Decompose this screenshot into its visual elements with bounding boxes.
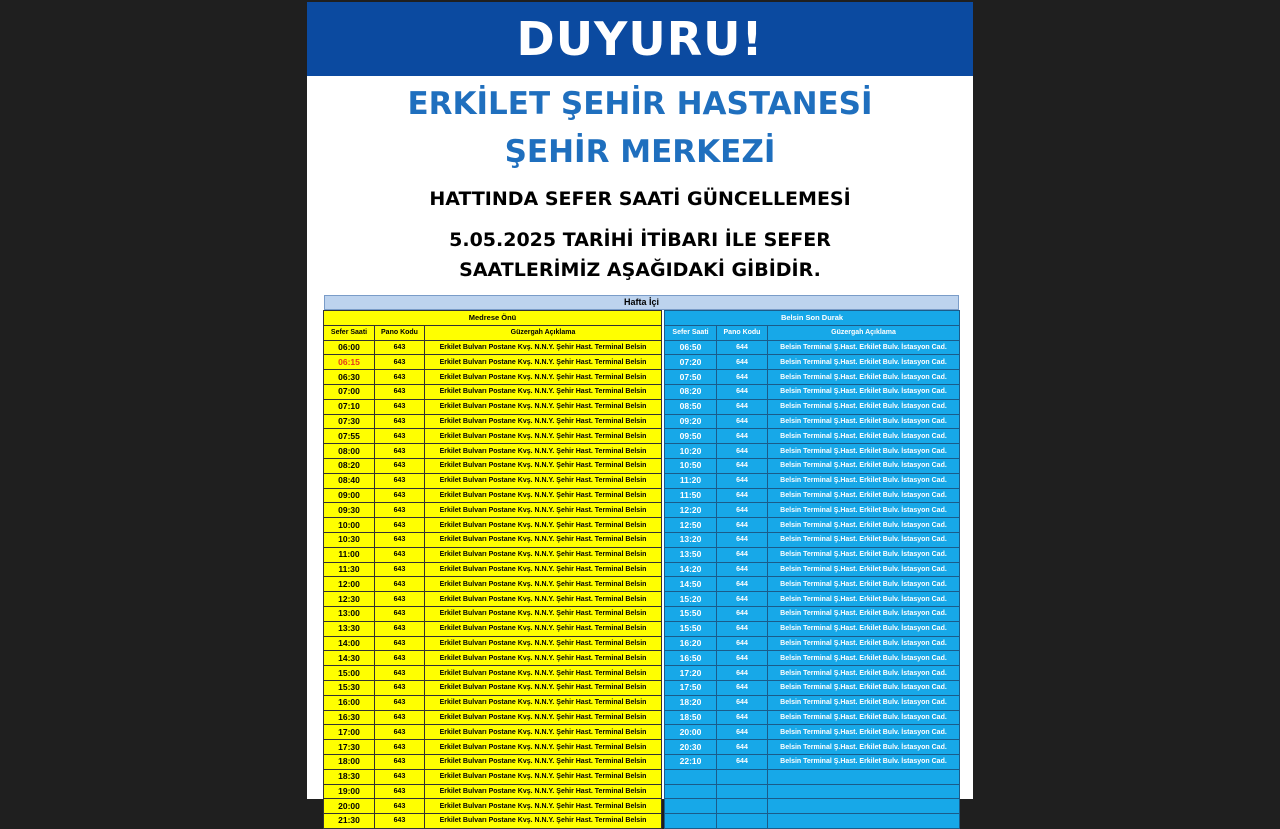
route-code: 643 [375, 547, 425, 562]
departure-time: 07:10 [324, 399, 375, 414]
route-code: 643 [375, 695, 425, 710]
departure-time: 07:00 [324, 384, 375, 399]
route-description: Belsin Terminal Ş.Hast. Erkilet Bulv. İstasyon Cad. [768, 562, 960, 577]
empty-cell [665, 814, 717, 829]
route-code: 644 [717, 680, 768, 695]
departure-time: 13:30 [324, 621, 375, 636]
route-description: Belsin Terminal Ş.Hast. Erkilet Bulv. İstasyon Cad. [768, 503, 960, 518]
table-row [324, 547, 662, 562]
table-row [324, 384, 662, 399]
route-code: 644 [717, 458, 768, 473]
route-code: 644 [717, 725, 768, 740]
departure-time: 20:30 [665, 740, 717, 755]
route-description: Erkilet Bulvarı Postane Kvş. N.N.Y. Şehir Hast. Terminal Belsin [425, 799, 662, 814]
departure-time: 11:30 [324, 562, 375, 577]
table-row [665, 340, 960, 355]
empty-row [665, 784, 960, 799]
route-description: Belsin Terminal Ş.Hast. Erkilet Bulv. İstasyon Cad. [768, 414, 960, 429]
route-code: 643 [375, 606, 425, 621]
table-row [324, 606, 662, 621]
route-code: 644 [717, 355, 768, 370]
route-description: Erkilet Bulvarı Postane Kvş. N.N.Y. Şehir Hast. Terminal Belsin [425, 488, 662, 503]
table-row [324, 370, 662, 385]
table-row [665, 355, 960, 370]
route-description: Erkilet Bulvarı Postane Kvş. N.N.Y. Şehir Hast. Terminal Belsin [425, 503, 662, 518]
table-row [324, 473, 662, 488]
route-code: 644 [717, 562, 768, 577]
route-code: 643 [375, 473, 425, 488]
empty-cell [717, 784, 768, 799]
table-row [665, 532, 960, 547]
route-description: Erkilet Bulvarı Postane Kvş. N.N.Y. Şehir Hast. Terminal Belsin [425, 754, 662, 769]
departure-time: 17:20 [665, 666, 717, 681]
left-col-time: Sefer Saati [324, 325, 375, 340]
route-description: Belsin Terminal Ş.Hast. Erkilet Bulv. İstasyon Cad. [768, 488, 960, 503]
departure-time: 12:50 [665, 518, 717, 533]
route-description: Belsin Terminal Ş.Hast. Erkilet Bulv. İstasyon Cad. [768, 710, 960, 725]
table-row [665, 503, 960, 518]
route-code: 644 [717, 606, 768, 621]
departure-time: 09:30 [324, 503, 375, 518]
departure-time: 14:20 [665, 562, 717, 577]
route-code: 643 [375, 429, 425, 444]
table-row [665, 562, 960, 577]
route-code: 644 [717, 518, 768, 533]
right-col-code: Pano Kodu [717, 325, 768, 340]
route-description: Erkilet Bulvarı Postane Kvş. N.N.Y. Şehir Hast. Terminal Belsin [425, 473, 662, 488]
route-code: 644 [717, 592, 768, 607]
departure-time: 19:00 [324, 784, 375, 799]
route-code: 644 [717, 621, 768, 636]
departure-time: 22:10 [665, 754, 717, 769]
route-code: 644 [717, 473, 768, 488]
table-row [324, 592, 662, 607]
table-row [665, 370, 960, 385]
right-col-route: Güzergah Açıklama [768, 325, 960, 340]
departure-time: 10:50 [665, 458, 717, 473]
departure-time: 08:50 [665, 399, 717, 414]
route-code: 643 [375, 784, 425, 799]
route-code: 644 [717, 503, 768, 518]
departure-time: 15:20 [665, 592, 717, 607]
table-row [324, 680, 662, 695]
departure-time: 13:50 [665, 547, 717, 562]
table-row [324, 621, 662, 636]
table-row [324, 355, 662, 370]
route-description: Belsin Terminal Ş.Hast. Erkilet Bulv. İstasyon Cad. [768, 621, 960, 636]
table-row [665, 621, 960, 636]
route-description: Belsin Terminal Ş.Hast. Erkilet Bulv. İstasyon Cad. [768, 695, 960, 710]
departure-time: 21:30 [324, 814, 375, 829]
departure-time: 14:30 [324, 651, 375, 666]
route-code: 643 [375, 577, 425, 592]
route-description: Belsin Terminal Ş.Hast. Erkilet Bulv. İstasyon Cad. [768, 754, 960, 769]
route-code: 644 [717, 547, 768, 562]
table-row [665, 384, 960, 399]
table-row [665, 488, 960, 503]
right-section-header: Belsin Son Durak [665, 311, 960, 326]
route-code: 644 [717, 636, 768, 651]
empty-cell [665, 784, 717, 799]
table-row [665, 592, 960, 607]
departure-time: 18:00 [324, 754, 375, 769]
route-description: Belsin Terminal Ş.Hast. Erkilet Bulv. İstasyon Cad. [768, 577, 960, 592]
table-row [665, 399, 960, 414]
table-row [324, 577, 662, 592]
route-code: 643 [375, 488, 425, 503]
departure-time: 10:30 [324, 532, 375, 547]
departure-time: 16:30 [324, 710, 375, 725]
route-code: 643 [375, 636, 425, 651]
table-row [324, 740, 662, 755]
table-row [665, 606, 960, 621]
departure-time: 07:30 [324, 414, 375, 429]
route-description: Erkilet Bulvarı Postane Kvş. N.N.Y. Şehir Hast. Terminal Belsin [425, 370, 662, 385]
departure-time: 15:50 [665, 621, 717, 636]
route-description: Erkilet Bulvarı Postane Kvş. N.N.Y. Şehir Hast. Terminal Belsin [425, 666, 662, 681]
table-row [324, 429, 662, 444]
table-row [324, 562, 662, 577]
departure-time: 08:20 [324, 458, 375, 473]
route-description: Belsin Terminal Ş.Hast. Erkilet Bulv. İstasyon Cad. [768, 370, 960, 385]
table-row [324, 754, 662, 769]
route-code: 643 [375, 562, 425, 577]
announcement-page [307, 2, 973, 826]
route-description: Belsin Terminal Ş.Hast. Erkilet Bulv. İstasyon Cad. [768, 355, 960, 370]
table-row [665, 695, 960, 710]
left-col-code: Pano Kodu [375, 325, 425, 340]
table-row [665, 547, 960, 562]
empty-cell [717, 769, 768, 784]
route-code: 643 [375, 814, 425, 829]
route-description: Belsin Terminal Ş.Hast. Erkilet Bulv. İstasyon Cad. [768, 399, 960, 414]
departure-time: 18:30 [324, 769, 375, 784]
route-code: 643 [375, 754, 425, 769]
departure-time: 20:00 [324, 799, 375, 814]
route-code: 643 [375, 651, 425, 666]
route-code: 643 [375, 621, 425, 636]
route-description: Erkilet Bulvarı Postane Kvş. N.N.Y. Şehir Hast. Terminal Belsin [425, 636, 662, 651]
table-row [324, 414, 662, 429]
table-row [324, 784, 662, 799]
table-row [324, 710, 662, 725]
departure-time: 13:20 [665, 532, 717, 547]
departure-time: 09:50 [665, 429, 717, 444]
date-notice-line1: 5.05.2025 TARİHİ İTİBARI İLE SEFER [449, 229, 831, 251]
route-code: 644 [717, 754, 768, 769]
route-code: 643 [375, 666, 425, 681]
route-code: 643 [375, 725, 425, 740]
empty-cell [768, 784, 960, 799]
table-row [665, 473, 960, 488]
table-row [324, 799, 662, 814]
route-code: 643 [375, 458, 425, 473]
route-code: 644 [717, 710, 768, 725]
table-row [665, 458, 960, 473]
route-description: Erkilet Bulvarı Postane Kvş. N.N.Y. Şehir Hast. Terminal Belsin [425, 458, 662, 473]
route-code: 644 [717, 695, 768, 710]
route-description: Belsin Terminal Ş.Hast. Erkilet Bulv. İstasyon Cad. [768, 473, 960, 488]
route-code: 644 [717, 414, 768, 429]
route-code: 644 [717, 429, 768, 444]
route-description: Belsin Terminal Ş.Hast. Erkilet Bulv. İstasyon Cad. [768, 725, 960, 740]
departure-time: 15:50 [665, 606, 717, 621]
route-description: Erkilet Bulvarı Postane Kvş. N.N.Y. Şehir Hast. Terminal Belsin [425, 740, 662, 755]
route-description: Belsin Terminal Ş.Hast. Erkilet Bulv. İstasyon Cad. [768, 340, 960, 355]
departure-time: 12:30 [324, 592, 375, 607]
route-description: Belsin Terminal Ş.Hast. Erkilet Bulv. İstasyon Cad. [768, 740, 960, 755]
route-code: 644 [717, 384, 768, 399]
route-description: Erkilet Bulvarı Postane Kvş. N.N.Y. Şehir Hast. Terminal Belsin [425, 621, 662, 636]
departure-time: 16:20 [665, 636, 717, 651]
table-row [665, 666, 960, 681]
route-description: Erkilet Bulvarı Postane Kvş. N.N.Y. Şehir Hast. Terminal Belsin [425, 532, 662, 547]
table-row [665, 636, 960, 651]
route-description: Erkilet Bulvarı Postane Kvş. N.N.Y. Şehir Hast. Terminal Belsin [425, 444, 662, 459]
hospital-title: ERKİLET ŞEHİR HASTANESİ [407, 86, 873, 122]
table-row [665, 444, 960, 459]
route-code: 643 [375, 399, 425, 414]
route-code: 643 [375, 340, 425, 355]
empty-row [665, 769, 960, 784]
table-row [324, 532, 662, 547]
route-code: 644 [717, 488, 768, 503]
departure-time: 13:00 [324, 606, 375, 621]
left-section-header: Medrese Önü [324, 311, 662, 326]
route-code: 644 [717, 651, 768, 666]
left-col-route: Güzergah Açıklama [425, 325, 662, 340]
route-code: 643 [375, 414, 425, 429]
empty-row [665, 799, 960, 814]
route-description: Erkilet Bulvarı Postane Kvş. N.N.Y. Şehir Hast. Terminal Belsin [425, 577, 662, 592]
route-description: Belsin Terminal Ş.Hast. Erkilet Bulv. İstasyon Cad. [768, 651, 960, 666]
table-row [324, 651, 662, 666]
table-row [324, 488, 662, 503]
table-row [324, 503, 662, 518]
departure-time: 08:40 [324, 473, 375, 488]
empty-row [665, 814, 960, 829]
departure-time: 08:20 [665, 384, 717, 399]
route-code: 643 [375, 799, 425, 814]
departure-time: 10:20 [665, 444, 717, 459]
route-code: 644 [717, 577, 768, 592]
departure-time: 12:00 [324, 577, 375, 592]
departure-time: 17:50 [665, 680, 717, 695]
route-description: Erkilet Bulvarı Postane Kvş. N.N.Y. Şehir Hast. Terminal Belsin [425, 814, 662, 829]
route-code: 644 [717, 370, 768, 385]
departure-time: 17:30 [324, 740, 375, 755]
departure-time: 17:00 [324, 725, 375, 740]
route-code: 643 [375, 503, 425, 518]
route-description: Erkilet Bulvarı Postane Kvş. N.N.Y. Şehir Hast. Terminal Belsin [425, 547, 662, 562]
route-code: 643 [375, 740, 425, 755]
route-code: 644 [717, 532, 768, 547]
route-code: 643 [375, 769, 425, 784]
departure-time: 18:50 [665, 710, 717, 725]
departure-time: 10:00 [324, 518, 375, 533]
table-row [324, 769, 662, 784]
route-description: Belsin Terminal Ş.Hast. Erkilet Bulv. İstasyon Cad. [768, 458, 960, 473]
table-row [665, 518, 960, 533]
departure-time: 11:50 [665, 488, 717, 503]
route-description: Erkilet Bulvarı Postane Kvş. N.N.Y. Şehir Hast. Terminal Belsin [425, 340, 662, 355]
announcement-banner [307, 2, 973, 76]
table-row [665, 754, 960, 769]
empty-cell [665, 799, 717, 814]
departure-time: 12:20 [665, 503, 717, 518]
table-row [665, 577, 960, 592]
route-code: 643 [375, 680, 425, 695]
route-description: Erkilet Bulvarı Postane Kvş. N.N.Y. Şehir Hast. Terminal Belsin [425, 769, 662, 784]
table-row [324, 725, 662, 740]
departure-time: 16:50 [665, 651, 717, 666]
departure-time: 09:20 [665, 414, 717, 429]
route-description: Belsin Terminal Ş.Hast. Erkilet Bulv. İstasyon Cad. [768, 636, 960, 651]
route-description: Belsin Terminal Ş.Hast. Erkilet Bulv. İstasyon Cad. [768, 444, 960, 459]
empty-cell [717, 814, 768, 829]
route-description: Belsin Terminal Ş.Hast. Erkilet Bulv. İstasyon Cad. [768, 429, 960, 444]
route-description: Erkilet Bulvarı Postane Kvş. N.N.Y. Şehir Hast. Terminal Belsin [425, 680, 662, 695]
table-row [665, 429, 960, 444]
route-description: Erkilet Bulvarı Postane Kvş. N.N.Y. Şehir Hast. Terminal Belsin [425, 414, 662, 429]
departure-time: 06:50 [665, 340, 717, 355]
table-row [324, 399, 662, 414]
route-description: Erkilet Bulvarı Postane Kvş. N.N.Y. Şehir Hast. Terminal Belsin [425, 710, 662, 725]
route-description: Belsin Terminal Ş.Hast. Erkilet Bulv. İstasyon Cad. [768, 666, 960, 681]
table-row [324, 666, 662, 681]
right-col-time: Sefer Saati [665, 325, 717, 340]
route-description: Erkilet Bulvarı Postane Kvş. N.N.Y. Şehir Hast. Terminal Belsin [425, 606, 662, 621]
route-code: 643 [375, 370, 425, 385]
route-code: 644 [717, 444, 768, 459]
departure-time: 20:00 [665, 725, 717, 740]
route-code: 643 [375, 592, 425, 607]
table-row [665, 680, 960, 695]
departure-time: 06:00 [324, 340, 375, 355]
route-code: 643 [375, 355, 425, 370]
table-row [324, 695, 662, 710]
route-code: 643 [375, 444, 425, 459]
empty-cell [665, 769, 717, 784]
departure-time: 11:00 [324, 547, 375, 562]
route-description: Belsin Terminal Ş.Hast. Erkilet Bulv. İstasyon Cad. [768, 518, 960, 533]
date-notice-line2: SAATLERİMİZ AŞAĞIDAKİ GİBİDİR. [459, 259, 821, 281]
table-row [665, 414, 960, 429]
departure-time: 07:55 [324, 429, 375, 444]
departure-time: 07:20 [665, 355, 717, 370]
route-description: Belsin Terminal Ş.Hast. Erkilet Bulv. İstasyon Cad. [768, 532, 960, 547]
route-code: 644 [717, 740, 768, 755]
table-row [324, 444, 662, 459]
medrese-onu-schedule-table [323, 310, 662, 829]
departure-time: 08:00 [324, 444, 375, 459]
departure-time: 18:20 [665, 695, 717, 710]
departure-time: 14:50 [665, 577, 717, 592]
route-description: Erkilet Bulvarı Postane Kvş. N.N.Y. Şehir Hast. Terminal Belsin [425, 355, 662, 370]
route-code: 643 [375, 532, 425, 547]
route-description: Belsin Terminal Ş.Hast. Erkilet Bulv. İstasyon Cad. [768, 680, 960, 695]
route-description: Erkilet Bulvarı Postane Kvş. N.N.Y. Şehir Hast. Terminal Belsin [425, 562, 662, 577]
route-code: 644 [717, 666, 768, 681]
route-description: Erkilet Bulvarı Postane Kvş. N.N.Y. Şehir Hast. Terminal Belsin [425, 518, 662, 533]
table-row [665, 725, 960, 740]
route-description: Erkilet Bulvarı Postane Kvş. N.N.Y. Şehir Hast. Terminal Belsin [425, 399, 662, 414]
table-row [324, 636, 662, 651]
empty-cell [768, 814, 960, 829]
update-subtitle: HATTINDA SEFER SAATİ GÜNCELLEMESİ [429, 188, 851, 210]
weekday-header: Hafta İçi [324, 295, 959, 310]
table-row [665, 710, 960, 725]
route-description: Erkilet Bulvarı Postane Kvş. N.N.Y. Şehir Hast. Terminal Belsin [425, 695, 662, 710]
banner-title: DUYURU! [516, 12, 764, 66]
route-description: Erkilet Bulvarı Postane Kvş. N.N.Y. Şehir Hast. Terminal Belsin [425, 429, 662, 444]
route-description: Erkilet Bulvarı Postane Kvş. N.N.Y. Şehir Hast. Terminal Belsin [425, 725, 662, 740]
route-code: 644 [717, 340, 768, 355]
departure-time: 06:15 [324, 355, 375, 370]
table-row [324, 814, 662, 829]
departure-time: 07:50 [665, 370, 717, 385]
route-description: Erkilet Bulvarı Postane Kvş. N.N.Y. Şehir Hast. Terminal Belsin [425, 592, 662, 607]
departure-time: 15:30 [324, 680, 375, 695]
table-row [324, 340, 662, 355]
table-row [324, 458, 662, 473]
city-center-title: ŞEHİR MERKEZİ [504, 134, 776, 170]
route-description: Belsin Terminal Ş.Hast. Erkilet Bulv. İstasyon Cad. [768, 547, 960, 562]
route-code: 643 [375, 384, 425, 399]
route-code: 643 [375, 518, 425, 533]
departure-time: 16:00 [324, 695, 375, 710]
route-code: 644 [717, 399, 768, 414]
table-row [324, 518, 662, 533]
departure-time: 11:20 [665, 473, 717, 488]
route-description: Erkilet Bulvarı Postane Kvş. N.N.Y. Şehir Hast. Terminal Belsin [425, 651, 662, 666]
route-description: Belsin Terminal Ş.Hast. Erkilet Bulv. İstasyon Cad. [768, 592, 960, 607]
empty-cell [768, 799, 960, 814]
table-row [665, 740, 960, 755]
departure-time: 14:00 [324, 636, 375, 651]
route-description: Belsin Terminal Ş.Hast. Erkilet Bulv. İstasyon Cad. [768, 384, 960, 399]
departure-time: 09:00 [324, 488, 375, 503]
route-description: Belsin Terminal Ş.Hast. Erkilet Bulv. İstasyon Cad. [768, 606, 960, 621]
table-row [665, 651, 960, 666]
empty-cell [768, 769, 960, 784]
departure-time: 06:30 [324, 370, 375, 385]
empty-cell [717, 799, 768, 814]
departure-time: 15:00 [324, 666, 375, 681]
route-code: 643 [375, 710, 425, 725]
route-description: Erkilet Bulvarı Postane Kvş. N.N.Y. Şehir Hast. Terminal Belsin [425, 784, 662, 799]
belsin-son-durak-schedule-table [664, 310, 960, 829]
route-description: Erkilet Bulvarı Postane Kvş. N.N.Y. Şehir Hast. Terminal Belsin [425, 384, 662, 399]
